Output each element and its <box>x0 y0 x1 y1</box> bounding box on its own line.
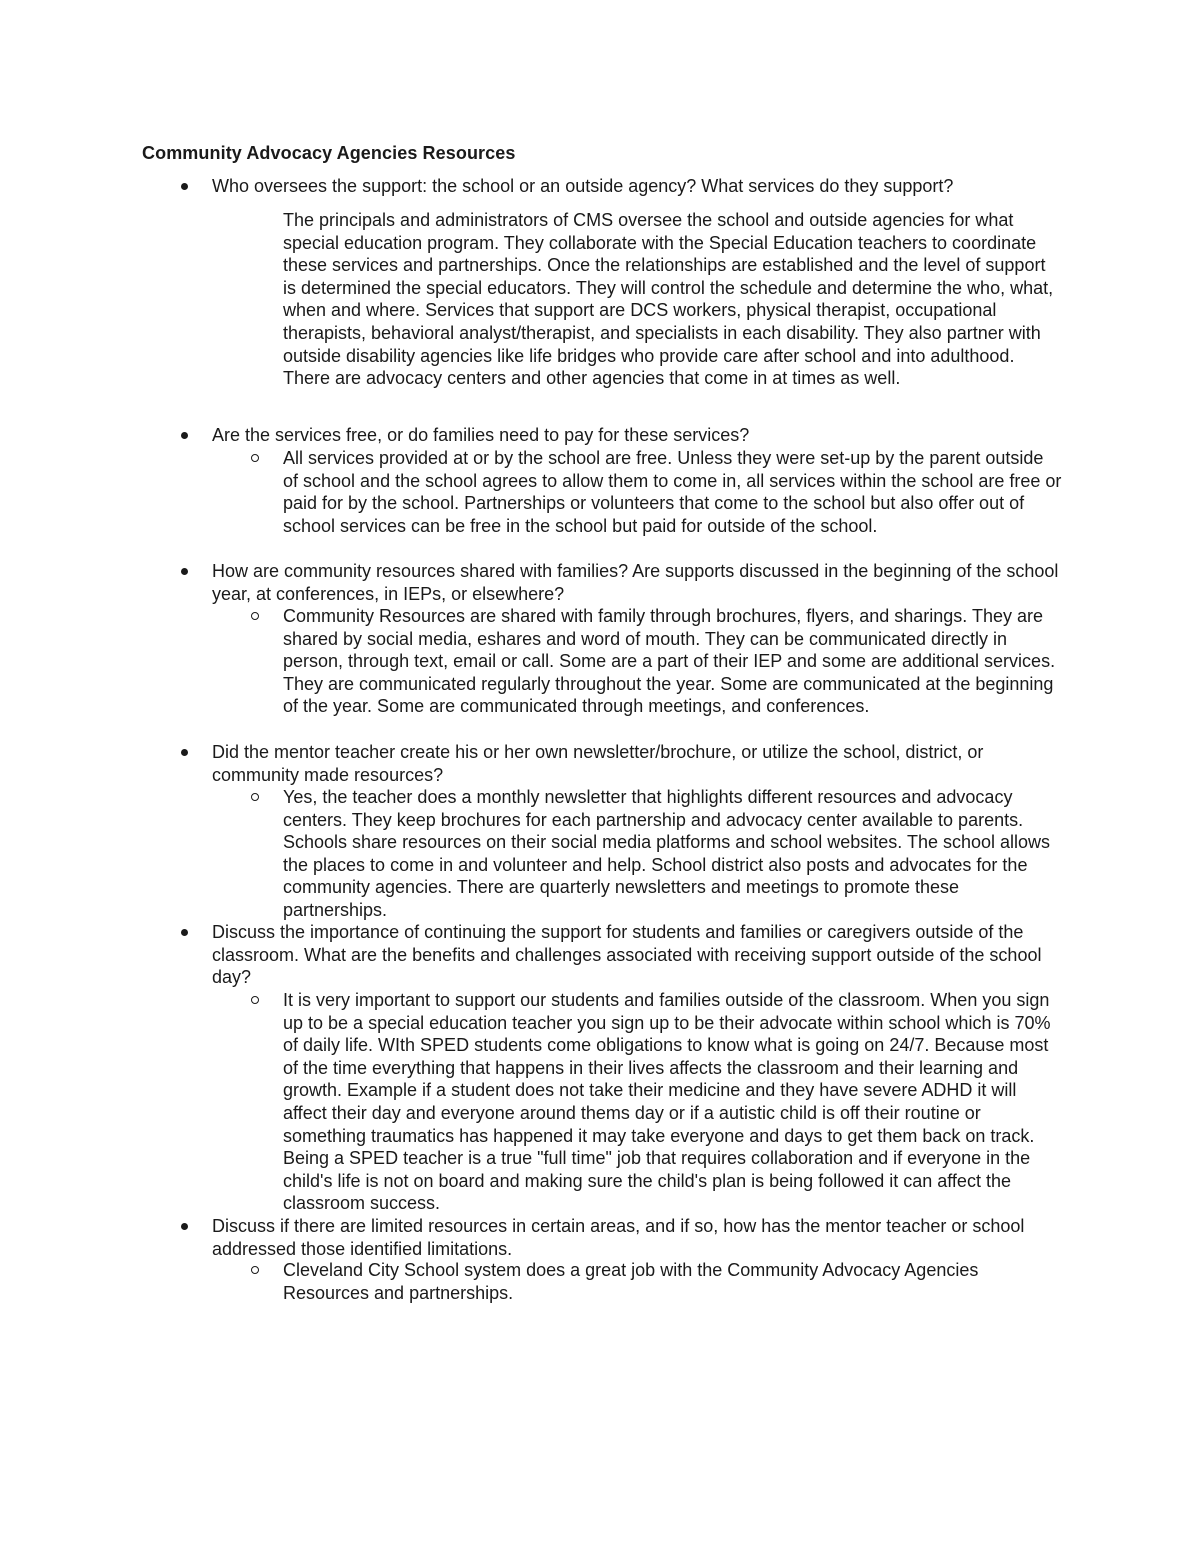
answer-item <box>283 786 1063 922</box>
answer-text: The principals and administrators of CMS oversee the school and outside agencies for what special education program. They collaborate with the Special Education teachers to coordinate these services and partnerships. Once the relationships are established and the level of support is determined the special educators. They will control the schedule and determine the who, what, when and where. Services that support are DCS workers, physical therapist, occupational therapists, behavioral analyst/therapist, and specialists in each disability. They also partner with outside disability agencies like life bridges who provide care after school and into adulthood. There are advocacy centers and other agencies that come in at times as well. <box>283 210 1054 389</box>
circle-bullet-icon <box>250 989 260 1011</box>
answer-text: Cleveland City School system does a great job with the Community Advocacy Agencies Resources and partnerships. <box>283 1260 979 1303</box>
question-item <box>212 1215 1062 1260</box>
question-text: Did the mentor teacher create his or her own newsletter/brochure, or utilize the school, district, or community made resources? <box>212 742 984 785</box>
answer-item <box>283 209 1063 390</box>
circle-bullet-icon <box>250 447 260 469</box>
question-text: Discuss the importance of continuing the support for students and families or caregivers outside of the classroom. What are the benefits and challenges associated with receiving support outside of the school day? <box>212 922 1042 988</box>
question-text: How are community resources shared with families? Are supports discussed in the beginning of the school year, at conferences, in IEPs, or elsewhere? <box>212 561 1059 604</box>
answer-text: Yes, the teacher does a monthly newsletter that highlights different resources and advocacy centers. They keep brochures for each partnership and advocacy center available to parents. Schools share resources on their social media platforms and school websites. The school allows the places to come in and volunteer and help. School district also posts and advocates for the community agencies. There are quarterly newsletters and meetings to promote these partnerships. <box>283 787 1051 920</box>
bullet-icon <box>179 175 189 197</box>
answer-text: Community Resources are shared with family through brochures, flyers, and sharings. They are shared by social media, eshares and word of mouth. They can be communicated directly in person, through text, email or call. Some are a part of their IEP and some are additional services. They are communicated regularly throughout the year. Some are communicated at the beginning of the year. Some are communicated through meetings, and conferences. <box>283 606 1056 717</box>
question-item <box>212 921 1062 989</box>
answer-text: All services provided at or by the school are free. Unless they were set-up by the parent outside of school and the school agrees to allow them to come in, all services within the school are free or paid for by the school. Partnerships or volunteers that come to the school but also offer out of school services can be free in the school but paid for outside of the school. <box>283 448 1062 536</box>
question-item <box>212 741 1062 786</box>
circle-bullet-icon <box>250 786 260 808</box>
bullet-icon <box>179 560 189 582</box>
bullet-icon <box>179 741 189 763</box>
circle-bullet-icon <box>250 605 260 627</box>
question-text: Are the services free, or do families need to pay for these services? <box>212 425 750 445</box>
bullet-icon <box>179 424 189 446</box>
circle-bullet-icon <box>250 1259 260 1281</box>
bullet-icon <box>179 1215 189 1237</box>
answer-item <box>283 447 1063 537</box>
question-item <box>212 175 1062 198</box>
answer-item <box>283 605 1063 718</box>
question-text: Who oversees the support: the school or an outside agency? What services do they support? <box>212 176 954 196</box>
bullet-icon <box>179 921 189 943</box>
question-item <box>212 560 1062 605</box>
question-text: Discuss if there are limited resources in certain areas, and if so, how has the mentor teacher or school addressed those identified limitations. <box>212 1216 1025 1259</box>
answer-item <box>283 1259 1063 1304</box>
page-title: Community Advocacy Agencies Resources <box>142 143 516 163</box>
answer-item <box>283 989 1063 1215</box>
question-item <box>212 424 1062 447</box>
answer-text: It is very important to support our students and families outside of the classroom. When you sign up to be a special education teacher you sign up to be their advocate within school which is 70% of daily life. WIth SPED students come obligations to know what is going on 24/7. Because most of the time everything that happens in their lives affects the classroom and their learning and growth. Example if a student does not take their medicine and they have severe ADHD it will affect their day and everyone around thems day or if a autistic child is off their routine or something traumatics has happened it may take everyone and days to get them back on track. Being a SPED teacher is a true "full time" job that requires collaboration and if everyone in the child's life is not on board and making sure the child's plan is being followed it can affect the classroom success. <box>283 990 1051 1214</box>
